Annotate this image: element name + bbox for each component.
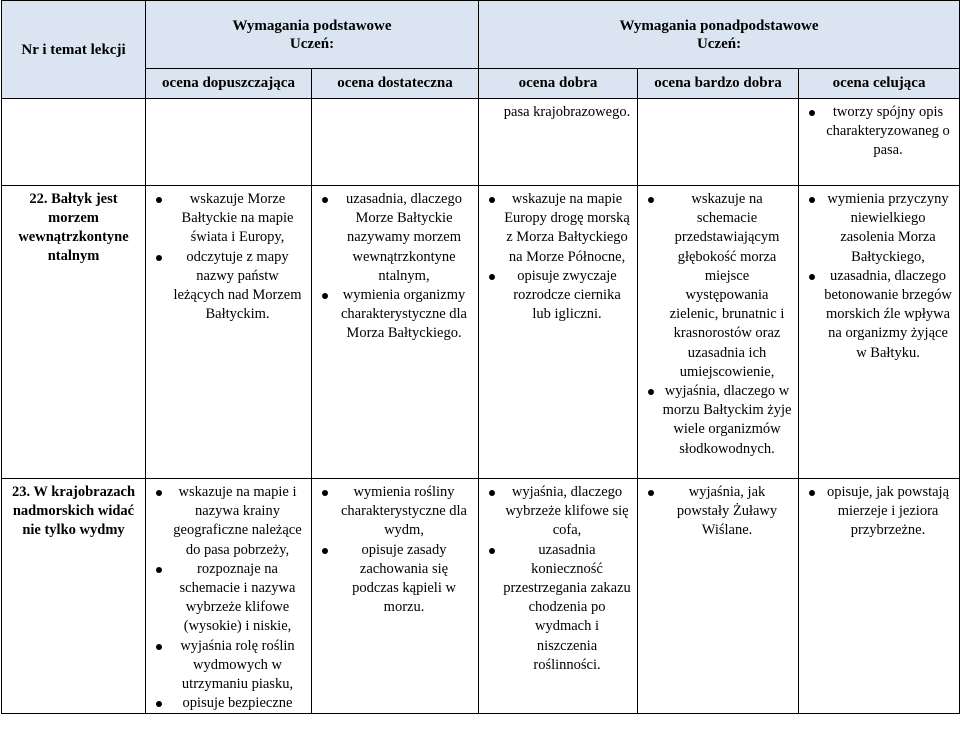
list-item: opisuje zwyczaje rozrodcze ciernika lub igliczni.	[503, 267, 631, 325]
grade-3: ocena dobra	[479, 69, 638, 99]
list-item: wskazuje Morze Bałtyckie na mapie świata i Europy,	[170, 190, 305, 248]
header-advanced-title: Wymagania ponadpodstawowe	[619, 17, 819, 34]
lesson-topic-23: 23. W krajobrazach nadmorskich widać nie tylko wydmy	[2, 479, 146, 714]
list-item: rozpoznaje na schemacie i nazywa wybrzeże klifowe (wysokie) i niskie,	[170, 560, 305, 637]
grade-1: ocena dopuszczająca	[146, 69, 312, 99]
list-item: wyjaśnia, dlaczego wybrzeże klifowe się cofa,	[503, 483, 631, 541]
header-basic	[146, 1, 479, 69]
r22-c1	[146, 186, 312, 479]
list-item: wskazuje na schemacie przedstawiającym głębokość morza miejsce występowania zielenic, brunatnic i krasnorostów oraz uzasadnia ich umiejscowienie,	[662, 190, 792, 382]
grade-4: ocena bardzo dobra	[638, 69, 799, 99]
r22-c2	[312, 186, 479, 479]
list-item: wyjaśnia, jak powstały Żuławy Wiślane.	[662, 483, 792, 541]
cont-c5	[799, 99, 960, 186]
list-item: odczytuje z mapy nazwy państw leżących nad Morzem Bałtyckim.	[170, 248, 305, 325]
r22-c4	[638, 186, 799, 479]
list-item: wymienia przyczyny niewielkiego zasolenia Morza Bałtyckiego,	[823, 190, 953, 267]
list-item: wskazuje na mapie Europy drogę morską z Morza Bałtyckiego na Morze Północne,	[503, 190, 631, 267]
list-item: opisuje, jak powstają mierzeje i jeziora przybrzeżne.	[823, 483, 953, 541]
cont-c4	[638, 99, 799, 186]
cont-c3-text: pasa krajobrazowego.	[503, 104, 631, 120]
header-topic: Nr i temat lekcji	[2, 1, 146, 99]
list-item: uzasadnia konieczność przestrzegania zakazu chodzenia po wydmach i niszczenia roślinności.	[503, 541, 631, 675]
lesson-topic-22: 22. Bałtyk jest morzem wewnątrzkontyne ntalnym	[2, 186, 146, 479]
cont-c5-item: tworzy spójny opis charakteryzowaneg o pasa.	[823, 103, 953, 161]
cont-c2	[312, 99, 479, 186]
requirements-table	[1, 0, 960, 714]
list-item: wymienia rośliny charakterystyczne dla wydm,	[336, 483, 472, 541]
list-item: wyjaśnia, dlaczego w morzu Bałtyckim żyje wiele organizmów słodkowodnych.	[662, 382, 792, 459]
cont-c3	[479, 99, 638, 186]
continuation-row	[2, 99, 960, 186]
r22-c5	[799, 186, 960, 479]
header-basic-title: Wymagania podstawowe	[232, 17, 392, 34]
list-item: uzasadnia, dlaczego betonowanie brzegów morskich źle wpływa na organizmy żyjące w Bałtyku.	[823, 267, 953, 363]
list-item: opisuje bezpieczne	[170, 694, 305, 713]
r23-c1	[146, 479, 312, 714]
list-item: uzasadnia, dlaczego Morze Bałtyckie nazywamy morzem wewnątrzkontyne ntalnym,	[336, 190, 472, 286]
header-advanced-sub: Uczeń:	[696, 35, 742, 52]
lesson-row-22	[2, 186, 960, 479]
r23-c4	[638, 479, 799, 714]
grade-5: ocena celująca	[799, 69, 960, 99]
cont-c1	[146, 99, 312, 186]
r23-c5	[799, 479, 960, 714]
lesson-row-23	[2, 479, 960, 714]
header-advanced	[479, 1, 960, 69]
r23-c2	[312, 479, 479, 714]
cont-topic	[2, 99, 146, 186]
list-item: wyjaśnia rolę roślin wydmowych w utrzymaniu piasku,	[170, 637, 305, 695]
list-item: opisuje zasady zachowania się podczas kąpieli w morzu.	[336, 541, 472, 618]
list-item: wymienia organizmy charakterystyczne dla Morza Bałtyckiego.	[336, 286, 472, 344]
r23-c3	[479, 479, 638, 714]
list-item: wskazuje na mapie i nazywa krainy geograficzne należące do pasa pobrzeży,	[170, 483, 305, 560]
r22-c3	[479, 186, 638, 479]
header-basic-sub: Uczeń:	[289, 35, 335, 52]
grade-2: ocena dostateczna	[312, 69, 479, 99]
